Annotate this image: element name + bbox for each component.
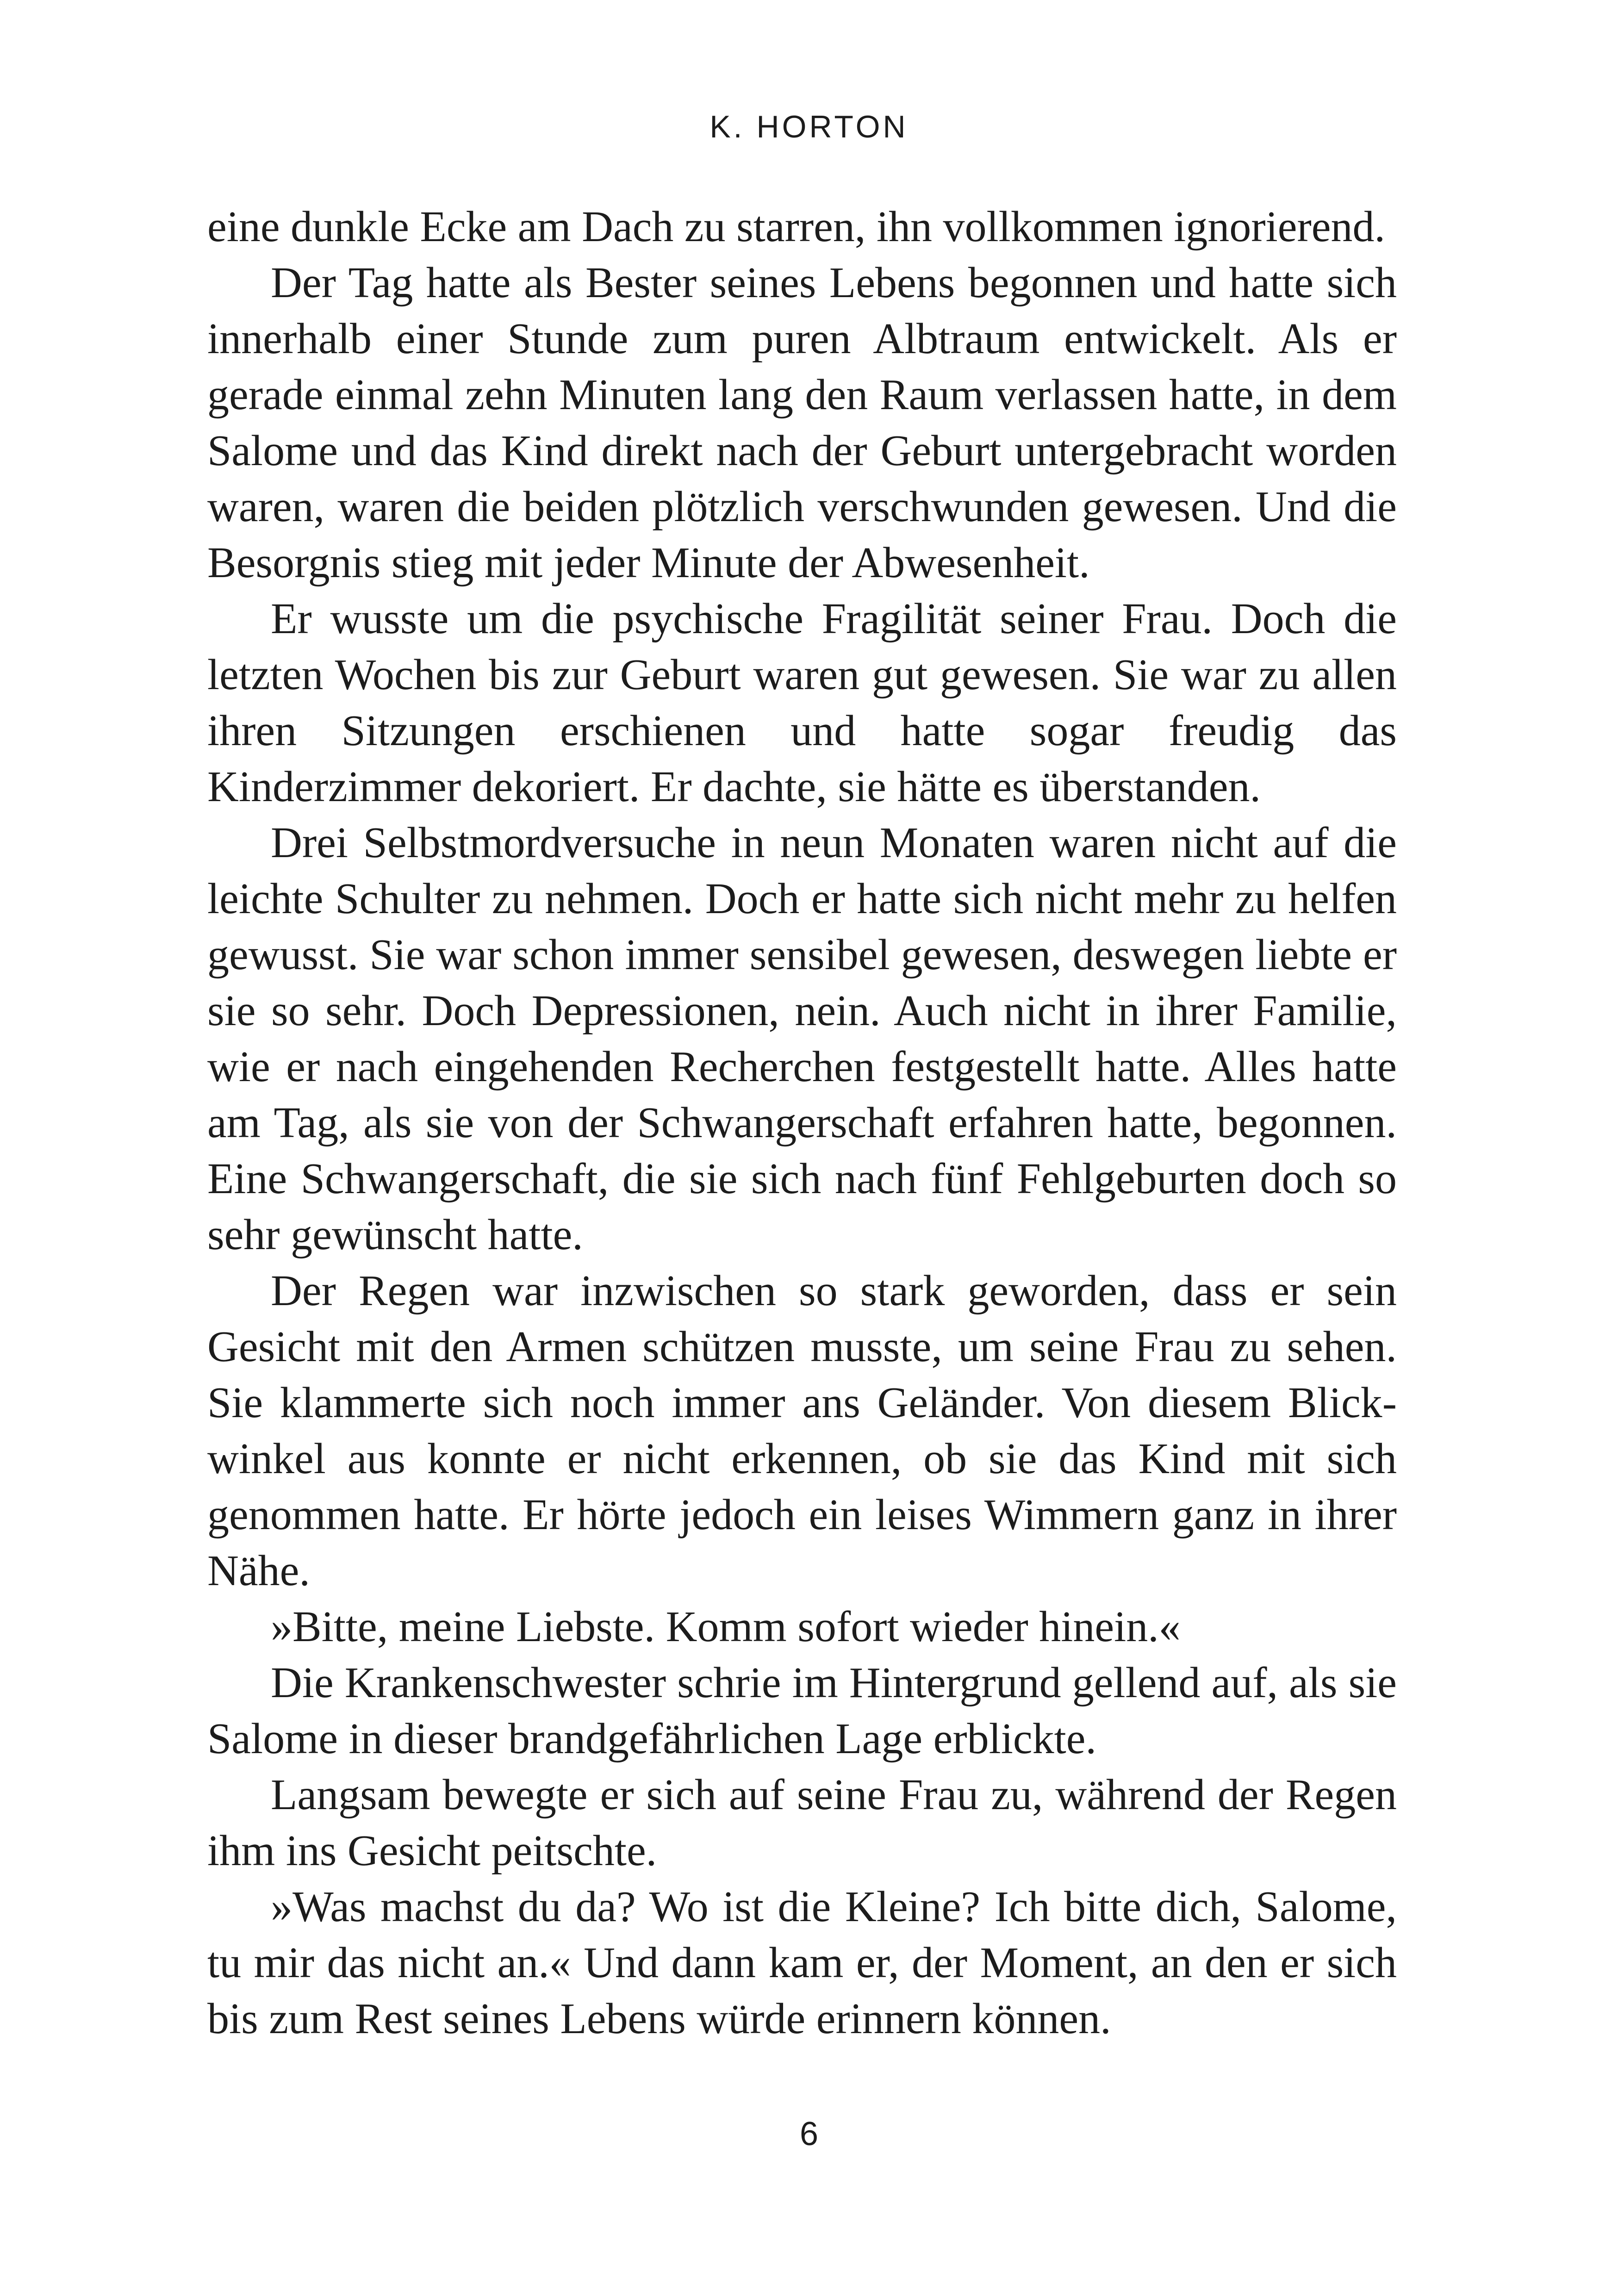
paragraph: Er wusste um die psychische Fragilität seiner Frau. Doch die letzten Wochen bis zur Geburt waren gut gewesen. Sie war zu allen ihren Sitzungen erschienen und hatte sogar freudig das Kinderzimmer dekoriert. Er dachte, sie hätte es überstanden.: [207, 595, 1397, 811]
running-head-author: K. HORTON: [709, 109, 909, 144]
paragraph-dialogue: »Was machst du da? Wo ist die Kleine? Ich bitte dich, Salome, tu mir das nicht an.« Und dann kam er, der Moment, an den er sich bis zum Rest seines Lebens würde erinnern können.: [207, 1883, 1397, 2043]
paragraph-dialogue: »Bitte, meine Liebste. Komm sofort wieder hinein.«: [271, 1603, 1181, 1651]
paragraph: Die Krankenschwester schrie im Hintergrund gellend auf, als sie Salome in dieser brandgefährlichen Lage erblickte.: [207, 1659, 1397, 1763]
paragraph: Der Tag hatte als Bester seines Lebens begonnen und hatte sich innerhalb einer Stunde zum puren Albtraum entwickelt. Als er gerade einmal zehn Minuten lang den Raum verlassen hatte, in dem Salome und das Kind direkt nach der Geburt untergebracht worden waren, waren die beiden plötzlich verschwunden gewesen. Und die Besorgnis stieg mit jeder Minute der Abwesenheit.: [207, 259, 1397, 587]
page-number: 6: [799, 2116, 819, 2153]
body-text: [207, 199, 1397, 2047]
paragraph-continuation: eine dunkle Ecke am Dach zu starren, ihn vollkommen ignorierend.: [207, 203, 1385, 251]
paragraph: Drei Selbstmordversuche in neun Monaten waren nicht auf die leichte Schulter zu nehmen. Doch er hatte sich nicht mehr zu helfen gewusst. Sie war schon immer sensibel gewesen, deswegen liebte er sie so sehr. Doch Depressionen, nein. Auch nicht in ihrer Familie, wie er nach eingehenden Recherchen festgestellt hatte. Alles hatte am Tag, als sie von der Schwangerschaft erfahren hatte, begonnen. Eine Schwangerschaft, die sie sich nach fünf Fehlgeburten doch so sehr gewünscht hatte.: [207, 819, 1397, 1259]
paragraph: Der Regen war inzwischen so stark geworden, dass er sein Gesicht mit den Armen schützen musste, um seine Frau zu sehen. Sie klammerte sich noch immer ans Geländer. Von diesem Blickwinkel aus konnte er nicht erkennen, ob sie das Kind mit sich genommen hatte. Er hörte jedoch ein leises Wimmern ganz in ihrer Nähe.: [207, 1267, 1397, 1595]
paragraph: Langsam bewegte er sich auf seine Frau zu, während der Regen ihm ins Gesicht peitschte.: [207, 1771, 1397, 1875]
